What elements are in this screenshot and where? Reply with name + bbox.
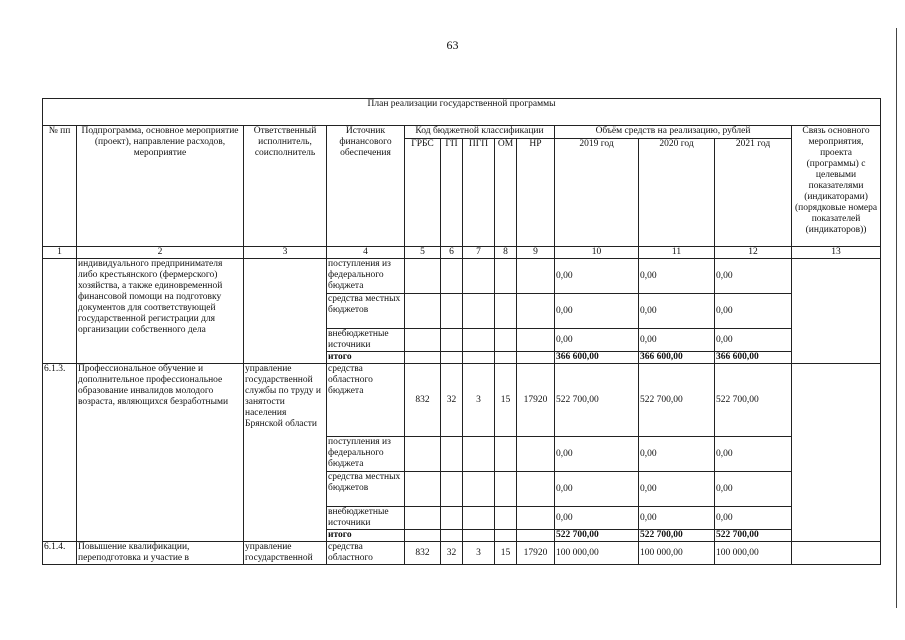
- measure-description: Профессиональное обучение и дополнительное профессиональное образование инвалидов молодого возраста, являющихся безработными: [77, 364, 244, 542]
- column-number: 12: [715, 247, 792, 259]
- empty-cell: [463, 294, 495, 329]
- source-cell: внебюджетные источники: [327, 507, 405, 530]
- empty-cell: [405, 352, 441, 364]
- measure-description: индивидуального предпринимателя либо крестьянского (фермерского) хозяйства, а также единовременной финансовой помощи на подготовку документов для соответствующей государственной регистрации для организации собственного дела: [77, 259, 244, 364]
- source-cell: поступления из федерального бюджета: [327, 259, 405, 294]
- source-cell: средства областного бюджета: [327, 364, 405, 437]
- column-number: 3: [244, 247, 327, 259]
- header-volume: Объём средств на реализацию, рублей: [555, 126, 792, 139]
- column-number: 1: [43, 247, 77, 259]
- amount-2019: 0,00: [555, 294, 639, 329]
- link-cell-empty: [792, 364, 881, 542]
- column-number: 11: [639, 247, 715, 259]
- column-number: 10: [555, 247, 639, 259]
- amount-2021: 100 000,00: [715, 542, 792, 565]
- total-2021: 366 600,00: [715, 352, 792, 364]
- total-2021: 522 700,00: [715, 530, 792, 542]
- header-grbs: ГРБС: [405, 139, 441, 247]
- total-2020: 522 700,00: [639, 530, 715, 542]
- code-gp: 32: [441, 542, 463, 565]
- empty-cell: [517, 259, 555, 294]
- responsible-cell-empty: [244, 259, 327, 364]
- empty-cell: [405, 294, 441, 329]
- column-number: 6: [441, 247, 463, 259]
- empty-cell: [517, 437, 555, 472]
- code-pgp: 3: [463, 542, 495, 565]
- header-2019: 2019 год: [555, 139, 639, 247]
- column-number: 4: [327, 247, 405, 259]
- code-gp: 32: [441, 364, 463, 437]
- source-cell: внебюджетные источники: [327, 329, 405, 352]
- empty-cell: [405, 437, 441, 472]
- code-pgp: 3: [463, 364, 495, 437]
- source-cell: средства областного: [327, 542, 405, 565]
- amount-2020: 0,00: [639, 472, 715, 507]
- empty-cell: [495, 472, 517, 507]
- empty-cell: [463, 472, 495, 507]
- header-2020: 2020 год: [639, 139, 715, 247]
- amount-2021: 0,00: [715, 472, 792, 507]
- empty-cell: [495, 294, 517, 329]
- empty-cell: [441, 329, 463, 352]
- header-responsible: Ответственный исполнитель, соисполнитель: [244, 126, 327, 247]
- empty-cell: [405, 329, 441, 352]
- link-cell-empty: [792, 259, 881, 364]
- empty-cell: [495, 530, 517, 542]
- empty-cell: [463, 507, 495, 530]
- header-subprogram: Подпрограмма, основное мероприятие (проект), направление расходов, мероприятие: [77, 126, 244, 247]
- code-om: 15: [495, 364, 517, 437]
- source-cell: средства местных бюджетов: [327, 472, 405, 507]
- column-number: 7: [463, 247, 495, 259]
- empty-cell: [463, 259, 495, 294]
- amount-2019: 100 000,00: [555, 542, 639, 565]
- empty-cell: [495, 437, 517, 472]
- empty-cell: [405, 507, 441, 530]
- link-cell-empty: [792, 542, 881, 565]
- header-link: Связь основного мероприятия, проекта (программы) с целевыми показателями (индикаторами) (порядковые номера показателей (индикаторов)): [792, 126, 881, 247]
- empty-cell: [495, 259, 517, 294]
- total-2019: 522 700,00: [555, 530, 639, 542]
- amount-2019: 0,00: [555, 437, 639, 472]
- column-number: 2: [77, 247, 244, 259]
- amount-2021: 0,00: [715, 329, 792, 352]
- code-grbs: 832: [405, 364, 441, 437]
- amount-2020: 100 000,00: [639, 542, 715, 565]
- empty-cell: [517, 472, 555, 507]
- total-2020: 366 600,00: [639, 352, 715, 364]
- amount-2019: 0,00: [555, 329, 639, 352]
- empty-cell: [441, 259, 463, 294]
- amount-2021: 0,00: [715, 507, 792, 530]
- column-number: 8: [495, 247, 517, 259]
- total-2019: 366 600,00: [555, 352, 639, 364]
- column-number: 5: [405, 247, 441, 259]
- amount-2020: 522 700,00: [639, 364, 715, 437]
- empty-cell: [517, 329, 555, 352]
- amount-2021: 0,00: [715, 294, 792, 329]
- empty-cell: [517, 507, 555, 530]
- amount-2020: 0,00: [639, 507, 715, 530]
- empty-cell: [463, 530, 495, 542]
- header-om: ОМ: [495, 139, 517, 247]
- responsible-executor: управление государственной службы по труду и занятости населения Брянской области: [244, 364, 327, 542]
- code-nr: 17920: [517, 364, 555, 437]
- empty-cell: [463, 329, 495, 352]
- source-cell: средства местных бюджетов: [327, 294, 405, 329]
- amount-2019: 522 700,00: [555, 364, 639, 437]
- empty-cell: [517, 530, 555, 542]
- header-pgp: ПГП: [463, 139, 495, 247]
- source-total: итого: [327, 530, 405, 542]
- amount-2019: 0,00: [555, 472, 639, 507]
- header-num: № пп: [43, 126, 77, 247]
- empty-cell: [517, 352, 555, 364]
- empty-cell: [441, 352, 463, 364]
- amount-2020: 0,00: [639, 259, 715, 294]
- amount-2020: 0,00: [639, 437, 715, 472]
- empty-cell: [405, 472, 441, 507]
- header-2021: 2021 год: [715, 139, 792, 247]
- empty-cell: [495, 352, 517, 364]
- num-cell-empty: [43, 259, 77, 364]
- empty-cell: [495, 329, 517, 352]
- empty-cell: [463, 437, 495, 472]
- row-number: 6.1.3.: [43, 364, 77, 542]
- empty-cell: [517, 294, 555, 329]
- empty-cell: [441, 472, 463, 507]
- empty-cell: [405, 259, 441, 294]
- amount-2020: 0,00: [639, 329, 715, 352]
- header-nr: НР: [517, 139, 555, 247]
- empty-cell: [463, 352, 495, 364]
- plan-table: [42, 98, 881, 565]
- code-nr: 17920: [517, 542, 555, 565]
- column-number: 13: [792, 247, 881, 259]
- page-edge-line: [896, 28, 897, 608]
- amount-2021: 0,00: [715, 437, 792, 472]
- empty-cell: [441, 507, 463, 530]
- header-gp: ГП: [441, 139, 463, 247]
- empty-cell: [441, 530, 463, 542]
- empty-cell: [405, 530, 441, 542]
- amount-2021: 522 700,00: [715, 364, 792, 437]
- code-grbs: 832: [405, 542, 441, 565]
- empty-cell: [441, 437, 463, 472]
- empty-cell: [441, 294, 463, 329]
- table-title: План реализации государственной программы: [43, 99, 881, 126]
- source-cell: поступления из федерального бюджета: [327, 437, 405, 472]
- header-budget-code: Код бюджетной классификации: [405, 126, 555, 139]
- responsible-executor: управление государственной: [244, 542, 327, 565]
- amount-2021: 0,00: [715, 259, 792, 294]
- amount-2020: 0,00: [639, 294, 715, 329]
- row-number: 6.1.4.: [43, 542, 77, 565]
- source-total: итого: [327, 352, 405, 364]
- column-number: 9: [517, 247, 555, 259]
- page-number: 63: [446, 38, 459, 52]
- code-om: 15: [495, 542, 517, 565]
- empty-cell: [495, 507, 517, 530]
- measure-description: Повышение квалификации, переподготовка и участие в: [77, 542, 244, 565]
- amount-2019: 0,00: [555, 507, 639, 530]
- amount-2019: 0,00: [555, 259, 639, 294]
- header-source: Источник финансового обеспечения: [327, 126, 405, 247]
